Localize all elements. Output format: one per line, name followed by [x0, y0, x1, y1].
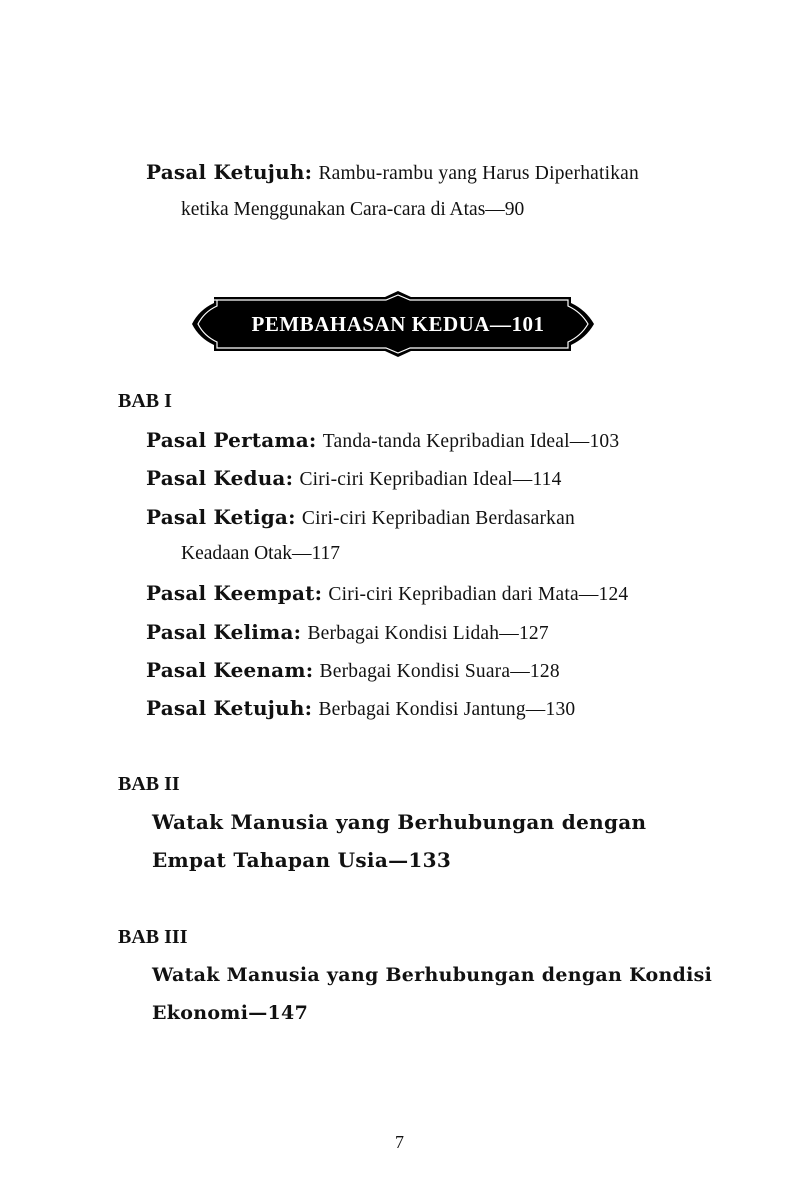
bab-title-continuation: Empat Tahapan Usia—133	[152, 848, 452, 872]
toc-entry	[146, 466, 562, 491]
entry-title: Tanda-tanda Kepribadian Ideal—103	[322, 431, 620, 452]
toc-entry	[146, 505, 575, 530]
entry-label: Pasal Ketujuh:	[146, 696, 313, 720]
toc-entry	[146, 658, 560, 683]
bab-title-continuation: Ekonomi—147	[152, 1002, 309, 1024]
entry-title-continuation: ketika Menggunakan Cara-cara di Atas—90	[181, 199, 525, 220]
entry-title: Berbagai Kondisi Jantung—130	[318, 699, 576, 720]
entry-label: Pasal Keempat:	[146, 581, 323, 605]
bab-heading: BAB I	[118, 390, 172, 412]
bab-heading: BAB II	[118, 773, 180, 795]
toc-entry	[146, 620, 549, 645]
entry-title: Berbagai Kondisi Suara—128	[319, 661, 560, 682]
entry-title: Berbagai Kondisi Lidah—127	[307, 623, 549, 644]
section-banner	[190, 290, 606, 358]
entry-label: Pasal Ketujuh:	[146, 160, 313, 184]
toc-entry	[146, 428, 619, 453]
entry-title: Ciri-ciri Kepribadian Ideal—114	[299, 469, 562, 490]
entry-label: Pasal Keenam:	[146, 658, 314, 682]
entry-label: Pasal Kelima:	[146, 620, 302, 644]
section-banner-title: PEMBAHASAN KEDUA—101	[251, 311, 545, 336]
entry-title-continuation: Keadaan Otak—117	[181, 543, 341, 564]
toc-entry	[146, 696, 575, 721]
toc-entry	[146, 160, 639, 185]
toc-entry	[146, 581, 628, 606]
entry-label: Pasal Kedua:	[146, 466, 294, 490]
entry-title: Ciri-ciri Kepribadian Berdasarkan	[301, 508, 575, 529]
bab-heading: BAB III	[118, 926, 188, 948]
bab-title: Watak Manusia yang Berhubungan dengan	[152, 810, 647, 834]
entry-title: Ciri-ciri Kepribadian dari Mata—124	[328, 584, 629, 605]
entry-title: Rambu-rambu yang Harus Diperhatikan	[318, 163, 639, 184]
bab-title: Watak Manusia yang Berhubungan dengan Kondisi	[152, 964, 713, 986]
entry-label: Pasal Ketiga:	[146, 505, 296, 529]
entry-label: Pasal Pertama:	[146, 428, 317, 452]
page-number: 7	[395, 1132, 404, 1152]
